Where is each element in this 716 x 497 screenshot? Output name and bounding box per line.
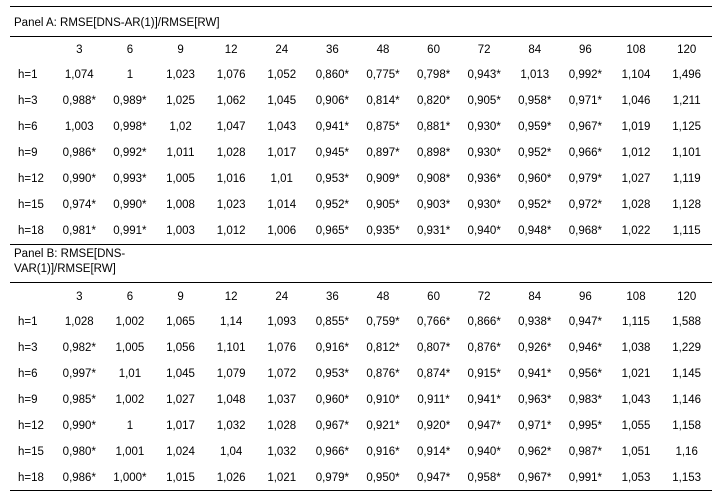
table-row <box>10 309 712 335</box>
table-cell: 0,952* <box>518 147 552 159</box>
table-cell: 1,229 <box>672 342 702 354</box>
table-cell: 0,897* <box>366 147 400 159</box>
table-cell: 1,015 <box>166 472 195 484</box>
table-cell: 0,875* <box>366 121 400 133</box>
column-header: 12 <box>224 44 238 56</box>
table-cell: 1 <box>126 420 134 432</box>
table-cell: 1,024 <box>166 446 195 458</box>
table-cell: 0,982* <box>62 342 96 354</box>
table-row <box>10 439 712 465</box>
table-cell: 1,032 <box>267 446 297 458</box>
table-cell: 0,979* <box>315 472 349 484</box>
table-cell: 0,991* <box>568 472 603 484</box>
table-cell: 0,962* <box>518 446 552 458</box>
column-header: 60 <box>427 291 440 303</box>
table-cell: 0,987* <box>568 446 603 458</box>
column-header: 120 <box>677 44 697 56</box>
table-cell: 0,959* <box>518 121 552 133</box>
table-row <box>10 387 712 413</box>
table-cell: 1,062 <box>216 95 246 107</box>
table-cell: 0,759* <box>366 316 400 328</box>
table-cell: 0,876* <box>366 368 400 380</box>
row-label: h=3 <box>18 342 38 354</box>
table-cell: 0,930* <box>467 147 501 159</box>
table-cell: 1,072 <box>267 368 297 380</box>
table-cell: 0,855* <box>315 316 349 328</box>
table-cell: 1,002 <box>115 316 145 328</box>
panel-a-table <box>10 38 712 244</box>
table-cell: 0,979* <box>568 173 603 185</box>
table-cell: 1,145 <box>672 368 702 380</box>
table-cell: 1,000* <box>113 472 147 484</box>
table-cell: 1,014 <box>267 199 297 211</box>
table-cell: 0,945* <box>315 147 349 159</box>
table-cell: 0,967* <box>518 472 552 484</box>
table-cell: 0,812* <box>366 342 400 354</box>
table-cell: 1,003 <box>166 225 195 237</box>
table-cell: 1,017 <box>166 420 195 432</box>
table-cell: 0,938* <box>518 316 552 328</box>
row-label: h=9 <box>18 147 38 159</box>
table-cell: 1,055 <box>621 420 651 432</box>
table-cell: 0,992* <box>113 147 147 159</box>
table-cell: 0,947* <box>467 420 501 432</box>
top-rule <box>10 6 712 7</box>
table-cell: 1,079 <box>216 368 246 380</box>
table-cell: 1,119 <box>672 173 701 185</box>
row-label: h=18 <box>18 472 44 484</box>
row-label: h=9 <box>18 394 38 406</box>
table-cell: 0,958* <box>467 472 501 484</box>
table-cell: 0,980* <box>62 446 96 458</box>
row-label: h=3 <box>18 95 38 107</box>
table-cell: 0,914* <box>416 446 451 458</box>
panel-b-title-line1: Panel B: RMSE[DNS- <box>14 248 126 260</box>
table-cell: 1,074 <box>64 69 94 81</box>
table-cell: 0,968* <box>568 225 603 237</box>
table-cell: 0,898* <box>416 147 451 159</box>
table-cell: 1,146 <box>672 394 702 406</box>
column-header: 108 <box>626 291 646 303</box>
table-cell: 1,023 <box>166 69 195 81</box>
table-cell: 1,017 <box>267 147 297 159</box>
column-header: 60 <box>427 44 440 56</box>
table-cell: 1,021 <box>621 368 651 380</box>
column-header: 6 <box>126 44 134 56</box>
column-header: 12 <box>224 291 238 303</box>
column-header: 36 <box>325 291 339 303</box>
table-cell: 0,988* <box>62 95 96 107</box>
table-cell: 1,012 <box>216 225 246 237</box>
table-cell: 1,038 <box>621 342 651 354</box>
table-row <box>10 335 712 361</box>
table-cell: 0,906* <box>315 95 349 107</box>
table-row <box>10 140 712 166</box>
column-header: 24 <box>275 291 289 303</box>
row-label: h=18 <box>18 225 44 237</box>
panel-b-title-line2: VAR(1)]/RMSE[RW] <box>14 263 116 275</box>
row-label: h=12 <box>18 420 44 432</box>
table-cell: 0,920* <box>416 420 451 432</box>
table-cell: 0,916* <box>366 446 400 458</box>
table-cell: 1,025 <box>166 95 195 107</box>
row-label: h=6 <box>18 121 38 133</box>
table-cell: 0,966* <box>568 147 603 159</box>
table-cell: 0,931* <box>416 225 451 237</box>
table-cell: 1,011 <box>166 147 195 159</box>
table-cell: 1,048 <box>216 394 246 406</box>
table-cell: 0,941* <box>518 368 552 380</box>
table-cell: 1,588 <box>672 316 702 328</box>
table-cell: 0,909* <box>366 173 400 185</box>
header-corner <box>10 285 54 309</box>
table-cell: 0,989* <box>113 95 147 107</box>
panel-b-table <box>10 285 712 491</box>
table-cell: 1,019 <box>621 121 651 133</box>
row-label: h=1 <box>18 69 38 81</box>
table-cell: 1,045 <box>166 368 195 380</box>
bottom-rule <box>10 490 712 491</box>
panel-separator-rule <box>10 244 712 245</box>
table-cell: 0,866* <box>467 316 501 328</box>
table-cell: 1,093 <box>267 316 297 328</box>
table-cell: 1,028 <box>621 199 651 211</box>
table-cell: 1,115 <box>622 316 650 328</box>
table-row <box>10 114 712 140</box>
table-cell: 0,950* <box>366 472 400 484</box>
column-header: 36 <box>325 44 339 56</box>
table-cell: 0,903* <box>416 199 451 211</box>
table-cell: 1,211 <box>672 95 701 107</box>
table-cell: 1,043 <box>267 121 297 133</box>
column-header: 120 <box>677 291 697 303</box>
table-cell: 0,974* <box>62 199 96 211</box>
table-cell: 1,023 <box>216 199 246 211</box>
table-cell: 0,965* <box>315 225 349 237</box>
column-header: 3 <box>76 291 83 303</box>
table-cell: 0,874* <box>416 368 451 380</box>
table-cell: 1,076 <box>216 69 246 81</box>
table-cell: 0,943* <box>467 69 501 81</box>
table-cell: 1,005 <box>166 173 195 185</box>
table-cell: 0,915* <box>467 368 501 380</box>
table-cell: 0,972* <box>568 199 603 211</box>
table-cell: 0,948* <box>518 225 552 237</box>
table-cell: 1,496 <box>672 69 702 81</box>
table-cell: 1,101 <box>672 147 702 159</box>
panel-a-title-rule <box>10 36 712 37</box>
column-header: 84 <box>528 291 542 303</box>
table-cell: 1,026 <box>216 472 246 484</box>
table-cell: 0,981* <box>62 225 96 237</box>
table-cell: 1,013 <box>520 69 550 81</box>
table-cell: 0,998* <box>113 121 147 133</box>
table-cell: 0,952* <box>315 199 349 211</box>
table-cell: 1,001 <box>115 446 145 458</box>
column-header: 48 <box>376 44 390 56</box>
table-cell: 0,911* <box>417 394 450 406</box>
table-cell: 0,967* <box>315 420 349 432</box>
table-cell: 0,947* <box>416 472 451 484</box>
table-cell: 0,930* <box>467 199 501 211</box>
column-header: 24 <box>275 44 289 56</box>
table-cell: 0,990* <box>113 199 147 211</box>
table-row <box>10 88 712 114</box>
column-header: 3 <box>76 44 83 56</box>
table-cell: 0,940* <box>467 446 501 458</box>
table-cell: 1,027 <box>166 394 195 406</box>
table-cell: 0,952* <box>518 199 552 211</box>
header-corner <box>10 38 54 62</box>
table-cell: 0,986* <box>62 147 96 159</box>
table-cell: 1,16 <box>675 446 698 458</box>
table-cell: 1,04 <box>219 446 243 458</box>
table-row <box>10 62 712 88</box>
table-cell: 0,995* <box>568 420 603 432</box>
table-cell: 0,766* <box>416 316 451 328</box>
table-cell: 0,921* <box>366 420 400 432</box>
row-label: h=6 <box>18 368 38 380</box>
table-cell: 1,003 <box>64 121 94 133</box>
table-cell: 0,990* <box>62 173 96 185</box>
table-cell: 1,065 <box>166 316 195 328</box>
table-cell: 1,128 <box>672 199 702 211</box>
table-cell: 0,775* <box>366 69 400 81</box>
table-cell: 0,860* <box>315 69 349 81</box>
table-cell: 1,047 <box>216 121 246 133</box>
table-cell: 0,953* <box>315 368 349 380</box>
table-cell: 1,016 <box>216 173 246 185</box>
table-row <box>10 361 712 387</box>
column-header: 96 <box>579 44 592 56</box>
column-header: 6 <box>126 291 134 303</box>
table-cell: 1,158 <box>672 420 702 432</box>
table-cell: 1,002 <box>115 394 145 406</box>
table-row <box>10 218 712 244</box>
table-cell: 0,807* <box>416 342 451 354</box>
column-header: 84 <box>528 44 542 56</box>
table-cell: 0,960* <box>518 173 552 185</box>
table-cell: 1,043 <box>621 394 651 406</box>
table-cell: 0,953* <box>315 173 349 185</box>
table-cell: 1,028 <box>216 147 246 159</box>
table-cell: 1,012 <box>621 147 651 159</box>
table-cell: 0,936* <box>467 173 501 185</box>
table-cell: 1,008 <box>166 199 195 211</box>
table-row <box>10 192 712 218</box>
table-cell: 1,045 <box>267 95 297 107</box>
header-row <box>10 38 712 62</box>
table-cell: 1,104 <box>621 69 651 81</box>
column-header: 9 <box>177 44 184 56</box>
table-cell: 1,076 <box>267 342 297 354</box>
column-header: 72 <box>477 291 491 303</box>
column-header: 96 <box>579 291 592 303</box>
table-cell: 1 <box>126 69 134 81</box>
table-cell: 0,983* <box>568 394 603 406</box>
table-row <box>10 166 712 192</box>
table-cell: 0,971* <box>518 420 552 432</box>
table-cell: 0,941* <box>315 121 349 133</box>
table-cell: 1,046 <box>621 95 651 107</box>
column-header: 72 <box>477 44 491 56</box>
row-label: h=15 <box>18 446 44 458</box>
table-cell: 1,022 <box>621 225 651 237</box>
column-header: 108 <box>626 44 646 56</box>
table-cell: 0,991* <box>113 225 147 237</box>
table-cell: 1,125 <box>672 121 702 133</box>
table-cell: 0,910* <box>366 394 400 406</box>
column-header: 9 <box>177 291 184 303</box>
table-cell: 1,052 <box>267 69 297 81</box>
table-cell: 1,051 <box>621 446 651 458</box>
column-header: 48 <box>376 291 390 303</box>
table-cell: 0,814* <box>366 95 400 107</box>
table-cell: 1,005 <box>115 342 145 354</box>
table-cell: 0,916* <box>315 342 349 354</box>
panel-b-title-rule <box>10 282 712 283</box>
table-cell: 0,798* <box>416 69 451 81</box>
table-cell: 1,028 <box>64 316 94 328</box>
row-label: h=1 <box>18 316 38 328</box>
table-cell: 0,986* <box>62 472 96 484</box>
table-cell: 0,930* <box>467 121 501 133</box>
table-cell: 0,971* <box>568 95 603 107</box>
table-cell: 1,006 <box>267 225 297 237</box>
table-cell: 1,032 <box>216 420 246 432</box>
row-label: h=15 <box>18 199 44 211</box>
table-cell: 0,993* <box>113 173 147 185</box>
table-cell: 0,908* <box>416 173 451 185</box>
table-cell: 0,966* <box>315 446 349 458</box>
table-cell: 1,14 <box>219 316 243 328</box>
table-cell: 0,905* <box>467 95 501 107</box>
table-row <box>10 413 712 439</box>
table-cell: 1,02 <box>169 121 192 133</box>
table-cell: 1,027 <box>621 173 651 185</box>
table-row <box>10 465 712 491</box>
table-cell: 0,940* <box>467 225 501 237</box>
table-cell: 0,992* <box>568 69 603 81</box>
table-cell: 0,958* <box>518 95 552 107</box>
table-cell: 1,028 <box>267 420 297 432</box>
table-cell: 1,021 <box>267 472 297 484</box>
table-cell: 0,967* <box>568 121 603 133</box>
table-cell: 1,053 <box>621 472 651 484</box>
table-cell: 0,905* <box>366 199 400 211</box>
table-cell: 0,935* <box>366 225 400 237</box>
table-cell: 0,956* <box>568 368 603 380</box>
table-cell: 0,960* <box>315 394 349 406</box>
table-cell: 1,01 <box>270 173 293 185</box>
panel-a-title: Panel A: RMSE[DNS-AR(1)]/RMSE[RW] <box>14 17 220 29</box>
table-cell: 0,926* <box>518 342 552 354</box>
table-cell: 0,941* <box>467 394 501 406</box>
table-cell: 0,990* <box>62 420 96 432</box>
table-cell: 0,946* <box>568 342 603 354</box>
header-row <box>10 285 712 309</box>
row-label: h=12 <box>18 173 44 185</box>
table-cell: 1,153 <box>672 472 702 484</box>
table-cell: 0,876* <box>467 342 501 354</box>
table-cell: 1,037 <box>267 394 297 406</box>
table-cell: 1,056 <box>166 342 195 354</box>
table-cell: 1,101 <box>216 342 246 354</box>
table-cell: 0,963* <box>518 394 552 406</box>
table-cell: 0,947* <box>568 316 603 328</box>
table-cell: 1,01 <box>118 368 142 380</box>
table-cell: 0,881* <box>416 121 451 133</box>
table-cell: 1,115 <box>672 225 701 237</box>
table-cell: 0,997* <box>62 368 96 380</box>
table-cell: 0,985* <box>62 394 96 406</box>
table-cell: 0,820* <box>416 95 451 107</box>
